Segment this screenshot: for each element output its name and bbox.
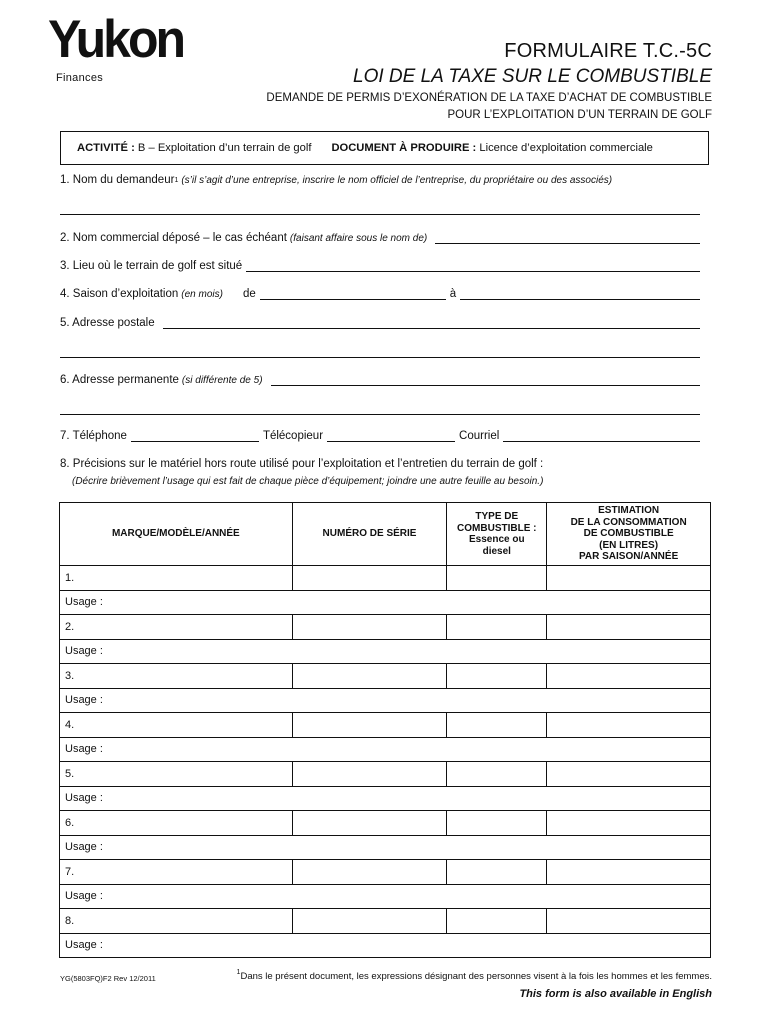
col-consumption-estimate (547, 503, 711, 566)
field-2-row (60, 232, 700, 244)
field-3-row (60, 260, 700, 272)
trade-name-line[interactable] (435, 232, 700, 244)
usage-row (60, 639, 711, 664)
permanent-address-line-2[interactable] (60, 414, 700, 415)
consumption-line: (EN LITRES) (599, 539, 659, 551)
email-label: Courriel (459, 430, 500, 442)
serial-cell[interactable] (292, 909, 447, 934)
equipment-row (60, 664, 711, 689)
field-2-note: (faisant affaire sous le nom de) (289, 233, 428, 244)
field-4-row (60, 288, 700, 300)
usage-cell[interactable]: Usage : (60, 933, 711, 958)
mailing-address-line[interactable] (163, 317, 700, 329)
equipment-row (60, 713, 711, 738)
fuel-type-line: COMBUSTIBLE : (457, 522, 537, 534)
consumption-line: ESTIMATION (598, 505, 660, 517)
footnote-marker: 1 (236, 969, 241, 976)
field-6-row (60, 374, 700, 386)
field-6-note: (si différente de 5) (181, 375, 263, 386)
usage-cell[interactable]: Usage : (60, 835, 711, 860)
field-1-label: 1. Nom du demandeur (60, 174, 175, 186)
consumption-cell[interactable] (547, 615, 711, 640)
consumption-cell[interactable] (547, 762, 711, 787)
usage-row (60, 933, 711, 958)
col-serial-number: NUMÉRO DE SÉRIE (292, 503, 447, 566)
col-make-model-year: MARQUE/MODÈLE/ANNÉE (60, 503, 293, 566)
fuel-type-cell[interactable] (447, 713, 547, 738)
field-4-note: (en mois) (181, 289, 223, 300)
usage-cell[interactable]: Usage : (60, 639, 711, 664)
form-subtitle (266, 90, 712, 124)
mailing-address-line-2[interactable] (60, 357, 700, 358)
fuel-type-line: TYPE DE (475, 511, 519, 522)
consumption-cell[interactable] (547, 860, 711, 885)
fuel-type-cell[interactable] (447, 811, 547, 836)
document-label: DOCUMENT À PRODUIRE : (331, 142, 477, 154)
field-5-label: 5. Adresse postale (60, 317, 155, 329)
col-fuel-type (447, 503, 547, 566)
field-1-note: (s’il s’agit d’une entreprise, inscrire le nom officiel de l’entreprise, du propriétaire ou des associés) (181, 175, 613, 186)
usage-cell[interactable]: Usage : (60, 737, 711, 762)
consumption-cell[interactable] (547, 566, 711, 591)
phone-line[interactable] (131, 430, 259, 442)
serial-cell[interactable] (292, 566, 447, 591)
activity-label: ACTIVITÉ : (77, 142, 135, 154)
usage-row (60, 835, 711, 860)
usage-row (60, 737, 711, 762)
fax-label: Télécopieur (262, 430, 324, 442)
fuel-type-cell[interactable] (447, 664, 547, 689)
fuel-type-line: diesel (482, 545, 511, 557)
fuel-type-cell[interactable] (447, 566, 547, 591)
footnote-text: Dans le présent document, les expressions désignant des personnes visent à la fois les hommes et les femmes. (240, 971, 712, 982)
permanent-address-line[interactable] (271, 374, 700, 386)
season-to-line[interactable] (460, 288, 700, 300)
field-1-row (60, 174, 700, 186)
email-line[interactable] (503, 430, 700, 442)
footnote-marker: 1 (174, 177, 179, 184)
usage-row (60, 688, 711, 713)
equipment-row (60, 615, 711, 640)
equipment-number-cell[interactable]: 1. (60, 566, 293, 591)
field-2-label: 2. Nom commercial déposé – le cas échéant (60, 232, 287, 244)
consumption-line: DE COMBUSTIBLE (583, 528, 674, 540)
form-id: FORMULAIRE T.C.-5C (504, 40, 712, 62)
season-from-label: de (242, 288, 256, 300)
equipment-number-cell[interactable]: 8. (60, 909, 293, 934)
consumption-cell[interactable] (547, 909, 711, 934)
usage-cell[interactable]: Usage : (60, 590, 711, 615)
consumption-line: DE LA CONSOMMATION (570, 516, 687, 528)
activity-value: B – Exploitation d’un terrain de golf (137, 142, 312, 154)
field-8-row (60, 458, 700, 470)
serial-cell[interactable] (292, 860, 447, 885)
equipment-number-cell[interactable]: 3. (60, 664, 293, 689)
field-8-label: 8. Précisions sur le matériel hors route utilisé pour l’exploitation et l’entretien du terrain de golf : (60, 458, 544, 470)
usage-row (60, 884, 711, 909)
equipment-row (60, 811, 711, 836)
usage-row (60, 590, 711, 615)
field-4-label: 4. Saison d’exploitation (60, 288, 179, 300)
subtitle-line-1: DEMANDE DE PERMIS D’EXONÉRATION DE LA TAXE D’ACHAT DE COMBUSTIBLE (266, 92, 712, 104)
equipment-number-cell[interactable]: 4. (60, 713, 293, 738)
fuel-type-cell[interactable] (447, 615, 547, 640)
footnote (237, 971, 712, 982)
equipment-row (60, 566, 711, 591)
activity-box (60, 131, 709, 165)
phone-label: 7. Téléphone (60, 430, 127, 442)
season-to-label: à (449, 288, 457, 300)
field-7-row (60, 430, 700, 442)
equipment-number-cell[interactable]: 2. (60, 615, 293, 640)
equipment-number-cell[interactable]: 7. (60, 860, 293, 885)
field-3-label: 3. Lieu où le terrain de golf est situé (60, 260, 243, 272)
document-value: Licence d’exploitation commerciale (479, 142, 653, 154)
serial-cell[interactable] (292, 615, 447, 640)
consumption-cell[interactable] (547, 713, 711, 738)
serial-cell[interactable] (292, 664, 447, 689)
english-availability: This form is also available in English (519, 988, 712, 1000)
equipment-number-cell[interactable]: 5. (60, 762, 293, 787)
fax-line[interactable] (327, 430, 455, 442)
form-code: YG(5803FQ)F2 Rev 12/2011 (60, 974, 156, 983)
serial-cell[interactable] (292, 762, 447, 787)
equipment-row (60, 762, 711, 787)
equipment-row (60, 909, 711, 934)
logo-subtitle: Finances (56, 72, 104, 84)
consumption-line: PAR SAISON/ANNÉE (578, 551, 679, 563)
activity-item (77, 142, 311, 154)
field-8-note: (Décrire brièvement l’usage qui est fait de chaque pièce d’équipement; joindre une autre feuille au besoin.) (72, 476, 544, 487)
usage-cell[interactable]: Usage : (60, 786, 711, 811)
fuel-type-line: Essence ou (468, 534, 525, 545)
field-5-row (60, 317, 700, 329)
serial-cell[interactable] (292, 713, 447, 738)
serial-cell[interactable] (292, 811, 447, 836)
table-header-row (60, 503, 711, 566)
usage-cell[interactable]: Usage : (60, 688, 711, 713)
yukon-logo: Yukon (48, 9, 184, 69)
usage-cell[interactable]: Usage : (60, 884, 711, 909)
equipment-table (59, 502, 711, 958)
document-item (331, 142, 652, 154)
fuel-type-cell[interactable] (447, 762, 547, 787)
season-from-line[interactable] (260, 288, 446, 300)
fuel-type-cell[interactable] (447, 860, 547, 885)
usage-row (60, 786, 711, 811)
applicant-name-line[interactable] (60, 214, 700, 215)
consumption-cell[interactable] (547, 811, 711, 836)
fuel-type-cell[interactable] (447, 909, 547, 934)
equipment-number-cell[interactable]: 6. (60, 811, 293, 836)
equipment-row (60, 860, 711, 885)
field-6-label: 6. Adresse permanente (60, 374, 179, 386)
law-title: LOI DE LA TAXE SUR LE COMBUSTIBLE (353, 66, 712, 87)
location-line[interactable] (246, 260, 700, 272)
subtitle-line-2: POUR L’EXPLOITATION D’UN TERRAIN DE GOLF (447, 109, 712, 121)
consumption-cell[interactable] (547, 664, 711, 689)
